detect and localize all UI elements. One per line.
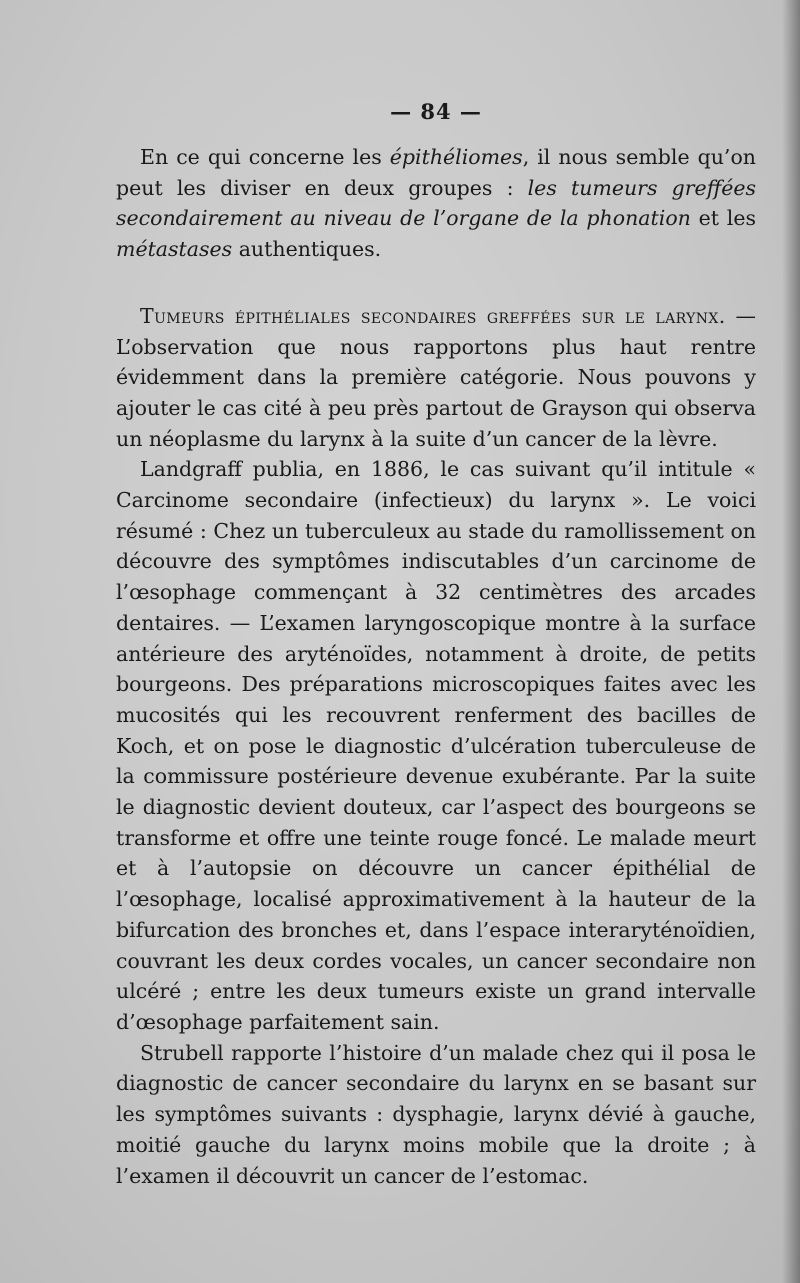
page-content — [116, 98, 756, 1191]
paragraph-tumeurs-greffees — [116, 301, 756, 455]
para1-term-metastases: métastases — [116, 237, 233, 262]
page-number: — 84 — — [390, 99, 482, 124]
para2-body: — L’observation que nous rapportons plus haut rentre évidemment dans la première catégorie. Nous pouvons y ajouter le cas cité à peu près partout de Grayson qui observa un néoplasme du larynx à la suite d’un cancer de la lèvre. — [116, 303, 756, 451]
paragraph-strubell: Strubell rapporte l’histoire d’un malade chez qui il posa le diagnostic de cancer secondaire du larynx en se basant sur les symptômes suivants : dysphagie, larynx dévié à gauche, moitié gauche du larynx moins mobile que la droite ; à l’examen il découvrit un cancer de l’estomac. — [116, 1040, 756, 1188]
para1-term-epitheliomes: épithéliomes — [389, 145, 523, 169]
paragraph-landgraff: Landgraff publia, en 1886, le cas suivant qu’il intitule « Carcinome secondaire (infectieux) du larynx ». Le voici résumé : Chez un tuberculeux au stade du ramollissement on découvre des symptômes indiscutables d’un carcinome de l’œsophage commençant à 32 centimètres des arcades dentaires. — L’examen laryngoscopique montre à la surface antérieure des aryténoïdes, notamment à droite, de petits bourgeons. Des préparations microscopiques faites avec les mucosités qui les recouvrent renferment des bacilles de Koch, et on pose le diagnostic d’ulcération tuberculeuse de la commissure postérieure devenue exubérante. Par la suite le diagnostic devient douteux, car l’aspect des bourgeons se transforme et offre une teinte rouge foncé. Le malade meurt et à l’autopsie on découvre un cancer épithélial de l’œsophage, localisé approximativement à la hauteur de la bifurcation des bronches et, dans l’espace interaryténoïdien, couvrant les deux cordes vocales, un cancer secondaire non ulcéré ; entre les deux tumeurs existe un grand intervalle d’œsophage parfaitement sain. — [116, 457, 756, 1034]
para1-text-1: En ce qui concerne les — [140, 145, 390, 169]
section-heading: Tumeurs épithéliales secondaires greffées sur le larynx. — [140, 303, 726, 328]
para1-text-7: authentiques. — [232, 237, 382, 262]
para1-text-3: , il nous semble qu’on peut les diviser en deux groupes : — [116, 145, 756, 200]
para1-term-tumeurs-greffees: les tumeurs greffées secondairement au niveau de l’organe de la phonation — [116, 175, 756, 231]
page-edge-shadow — [782, 0, 800, 1283]
para1-text-5: et les — [690, 206, 756, 231]
paragraph-epitheliomes — [116, 142, 756, 265]
